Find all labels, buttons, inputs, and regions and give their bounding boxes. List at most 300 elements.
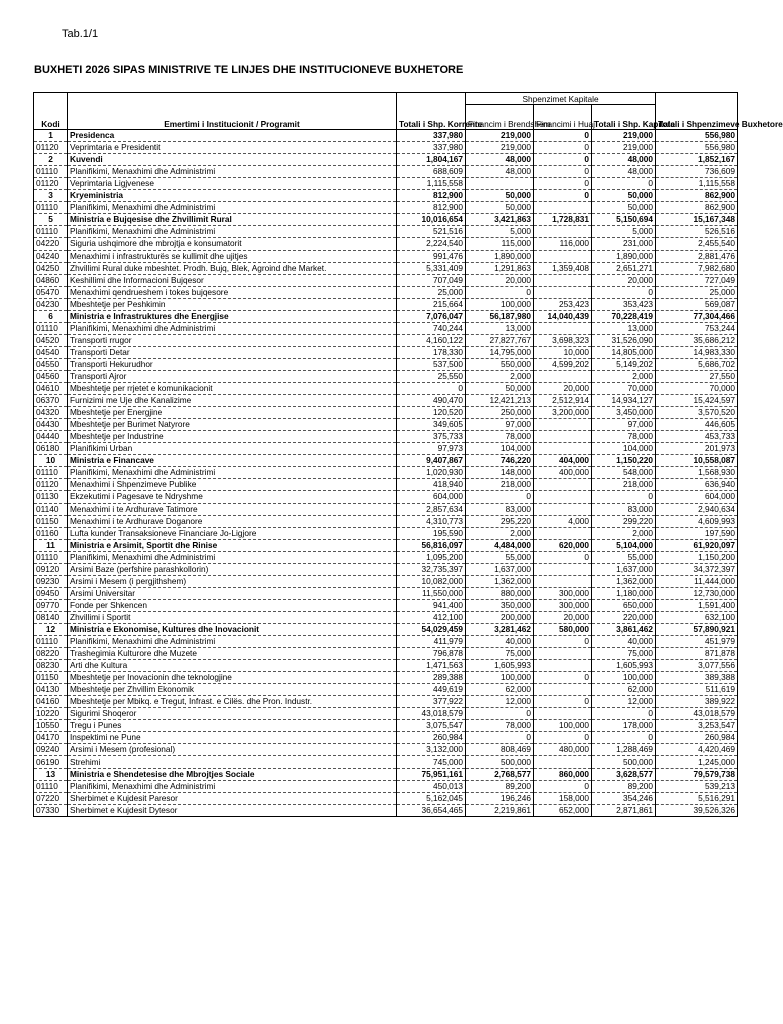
total-cell: 736,609 xyxy=(656,166,738,178)
name-cell: Transporti rrugor xyxy=(68,334,397,346)
brendshem-cell: 0 xyxy=(466,286,534,298)
total-cell: 526,516 xyxy=(656,226,738,238)
institution-row xyxy=(34,310,738,322)
kapitale-cell: 12,000 xyxy=(592,696,656,708)
huaj-cell: 3,200,000 xyxy=(534,407,592,419)
huaj-cell: 400,000 xyxy=(534,467,592,479)
huaj-cell: 1,728,831 xyxy=(534,214,592,226)
kapitale-cell: 40,000 xyxy=(592,636,656,648)
korrente-cell: 337,980 xyxy=(397,130,466,142)
code-cell: 04520 xyxy=(34,334,68,346)
code-cell: 01120 xyxy=(34,178,68,190)
korrente-cell: 490,470 xyxy=(397,395,466,407)
brendshem-cell: 880,000 xyxy=(466,587,534,599)
program-row xyxy=(34,142,738,154)
total-cell: 43,018,579 xyxy=(656,708,738,720)
korrente-cell: 36,654,465 xyxy=(397,804,466,816)
korrente-cell: 745,000 xyxy=(397,756,466,768)
kapitale-cell: 48,000 xyxy=(592,154,656,166)
korrente-cell: 43,018,579 xyxy=(397,708,466,720)
name-cell: Mbeshtetje per Peshkimin xyxy=(68,298,397,310)
program-row xyxy=(34,358,738,370)
brendshem-cell: 0 xyxy=(466,732,534,744)
korrente-cell: 120,520 xyxy=(397,407,466,419)
huaj-cell: 0 xyxy=(534,551,592,563)
total-cell: 11,444,000 xyxy=(656,575,738,587)
table-body xyxy=(34,130,738,817)
column-header-korrente: Totali i Shp. Korrente xyxy=(397,93,466,130)
korrente-cell: 7,076,047 xyxy=(397,310,466,322)
korrente-cell: 450,013 xyxy=(397,780,466,792)
brendshem-cell: 1,890,000 xyxy=(466,250,534,262)
korrente-cell: 32,735,397 xyxy=(397,563,466,575)
kapitale-cell: 1,180,000 xyxy=(592,587,656,599)
huaj-cell: 0 xyxy=(534,672,592,684)
korrente-cell: 10,016,654 xyxy=(397,214,466,226)
brendshem-cell: 1,291,863 xyxy=(466,262,534,274)
brendshem-cell: 97,000 xyxy=(466,419,534,431)
program-row xyxy=(34,202,738,214)
kapitale-cell: 50,000 xyxy=(592,202,656,214)
brendshem-cell: 0 xyxy=(466,491,534,503)
name-cell: Mbeshtetje per Energjine xyxy=(68,407,397,419)
total-cell: 7,982,680 xyxy=(656,262,738,274)
korrente-cell: 521,516 xyxy=(397,226,466,238)
total-cell: 556,980 xyxy=(656,142,738,154)
korrente-cell: 195,590 xyxy=(397,527,466,539)
kapitale-cell: 50,000 xyxy=(592,190,656,202)
korrente-cell: 537,500 xyxy=(397,358,466,370)
kapitale-cell: 1,288,469 xyxy=(592,744,656,756)
brendshem-cell: 104,000 xyxy=(466,443,534,455)
name-cell: Planifikimi, Menaxhimi dhe Administrimi xyxy=(68,636,397,648)
program-row xyxy=(34,467,738,479)
huaj-cell xyxy=(534,286,592,298)
brendshem-cell: 350,000 xyxy=(466,599,534,611)
code-cell: 1 xyxy=(34,130,68,142)
huaj-cell: 20,000 xyxy=(534,383,592,395)
total-cell: 77,304,466 xyxy=(656,310,738,322)
huaj-cell: 0 xyxy=(534,696,592,708)
document-title: BUXHETI 2026 SIPAS MINISTRIVE TE LINJES DHE INSTITUCIONEVE BUXHETORE xyxy=(34,64,464,76)
total-cell: 79,579,738 xyxy=(656,768,738,780)
name-cell: Mbeshtetje per rrjetet e komunikacionit xyxy=(68,383,397,395)
total-cell: 35,686,212 xyxy=(656,334,738,346)
program-row xyxy=(34,503,738,515)
huaj-cell: 100,000 xyxy=(534,720,592,732)
program-row xyxy=(34,286,738,298)
brendshem-cell: 48,000 xyxy=(466,166,534,178)
name-cell: Sherbimet e Kujdesit Dytesor xyxy=(68,804,397,816)
kapitale-cell: 70,228,419 xyxy=(592,310,656,322)
total-cell: 1,568,930 xyxy=(656,467,738,479)
huaj-cell: 0 xyxy=(534,636,592,648)
huaj-cell: 158,000 xyxy=(534,792,592,804)
kapitale-cell: 5,104,000 xyxy=(592,539,656,551)
code-cell: 01110 xyxy=(34,467,68,479)
program-row xyxy=(34,756,738,768)
column-header-brendshem: Financim i Brendshem xyxy=(466,105,534,130)
korrente-cell: 11,550,000 xyxy=(397,587,466,599)
name-cell: Ekzekutimi i Pagesave te Ndryshme xyxy=(68,491,397,503)
program-row xyxy=(34,684,738,696)
brendshem-cell: 550,000 xyxy=(466,358,534,370)
kapitale-cell: 20,000 xyxy=(592,274,656,286)
korrente-cell: 5,162,045 xyxy=(397,792,466,804)
huaj-cell xyxy=(534,479,592,491)
program-row xyxy=(34,334,738,346)
code-cell: 09450 xyxy=(34,587,68,599)
program-row xyxy=(34,346,738,358)
total-cell: 1,852,167 xyxy=(656,154,738,166)
column-header-kapitale: Totali i Shp. Kapitale xyxy=(592,105,656,130)
kapitale-cell: 500,000 xyxy=(592,756,656,768)
kapitale-cell: 89,200 xyxy=(592,780,656,792)
name-cell: Tregu i Punes xyxy=(68,720,397,732)
total-cell: 10,558,087 xyxy=(656,455,738,467)
total-cell: 61,920,097 xyxy=(656,539,738,551)
total-cell: 556,980 xyxy=(656,130,738,142)
code-cell: 01110 xyxy=(34,322,68,334)
page-reference: Tab.1/1 xyxy=(62,28,99,40)
korrente-cell: 1,804,167 xyxy=(397,154,466,166)
korrente-cell: 260,984 xyxy=(397,732,466,744)
code-cell: 04540 xyxy=(34,346,68,358)
code-cell: 10550 xyxy=(34,720,68,732)
name-cell: Arsimi Baze (perfshire parashkollorin) xyxy=(68,563,397,575)
huaj-cell xyxy=(534,527,592,539)
huaj-cell: 4,599,202 xyxy=(534,358,592,370)
total-cell: 34,372,397 xyxy=(656,563,738,575)
program-row xyxy=(34,792,738,804)
name-cell: Furnizimi me Uje dhe Kanalizime xyxy=(68,395,397,407)
institution-row xyxy=(34,455,738,467)
huaj-cell: 300,000 xyxy=(534,599,592,611)
code-cell: 09120 xyxy=(34,563,68,575)
program-row xyxy=(34,732,738,744)
name-cell: Ministria e Bujqesise dhe Zhvillimit Rural xyxy=(68,214,397,226)
brendshem-cell: 12,421,213 xyxy=(466,395,534,407)
korrente-cell: 215,664 xyxy=(397,298,466,310)
code-cell: 01110 xyxy=(34,636,68,648)
huaj-cell xyxy=(534,202,592,214)
huaj-cell xyxy=(534,443,592,455)
code-cell: 2 xyxy=(34,154,68,166)
code-cell: 01120 xyxy=(34,142,68,154)
code-cell: 5 xyxy=(34,214,68,226)
huaj-cell: 0 xyxy=(534,154,592,166)
brendshem-cell: 295,220 xyxy=(466,515,534,527)
total-cell: 1,150,200 xyxy=(656,551,738,563)
kapitale-cell: 97,000 xyxy=(592,419,656,431)
name-cell: Zhvillimi i Sportit xyxy=(68,611,397,623)
column-header-huaj: Financimi i Huaj xyxy=(534,105,592,130)
korrente-cell: 56,816,097 xyxy=(397,539,466,551)
code-cell: 07220 xyxy=(34,792,68,804)
brendshem-cell: 218,000 xyxy=(466,479,534,491)
name-cell: Mbeshtetje per Zhvillim Ekonomik xyxy=(68,684,397,696)
code-cell: 12 xyxy=(34,623,68,635)
name-cell: Kuvendi xyxy=(68,154,397,166)
huaj-cell: 0 xyxy=(534,130,592,142)
code-cell: 07330 xyxy=(34,804,68,816)
brendshem-cell: 808,469 xyxy=(466,744,534,756)
name-cell: Presidenca xyxy=(68,130,397,142)
brendshem-cell: 56,187,980 xyxy=(466,310,534,322)
total-cell: 389,388 xyxy=(656,672,738,684)
brendshem-cell: 219,000 xyxy=(466,142,534,154)
program-row xyxy=(34,250,738,262)
kapitale-cell: 0 xyxy=(592,286,656,298)
kapitale-cell: 231,000 xyxy=(592,238,656,250)
institution-row xyxy=(34,190,738,202)
name-cell: Transporti Ajror xyxy=(68,370,397,382)
huaj-cell xyxy=(534,756,592,768)
huaj-cell: 1,359,408 xyxy=(534,262,592,274)
code-cell: 09770 xyxy=(34,599,68,611)
program-row xyxy=(34,696,738,708)
name-cell: Planifikimi, Menaxhimi dhe Administrimi xyxy=(68,166,397,178)
brendshem-cell: 0 xyxy=(466,708,534,720)
total-cell: 862,900 xyxy=(656,202,738,214)
total-cell: 197,590 xyxy=(656,527,738,539)
program-row xyxy=(34,744,738,756)
brendshem-cell: 3,421,863 xyxy=(466,214,534,226)
name-cell: Menaxhimi i infrastrukturës se kullimit dhe ujitjes xyxy=(68,250,397,262)
kapitale-cell: 31,526,090 xyxy=(592,334,656,346)
total-cell: 14,983,330 xyxy=(656,346,738,358)
code-cell: 11 xyxy=(34,539,68,551)
name-cell: Planifikimi, Menaxhimi dhe Administrimi xyxy=(68,780,397,792)
huaj-cell xyxy=(534,491,592,503)
program-row xyxy=(34,491,738,503)
program-row xyxy=(34,431,738,443)
korrente-cell: 54,029,459 xyxy=(397,623,466,635)
brendshem-cell: 200,000 xyxy=(466,611,534,623)
program-row xyxy=(34,479,738,491)
table-header xyxy=(34,93,783,130)
korrente-cell: 411,979 xyxy=(397,636,466,648)
korrente-cell: 740,244 xyxy=(397,322,466,334)
huaj-cell xyxy=(534,563,592,575)
kapitale-cell: 354,246 xyxy=(592,792,656,804)
korrente-cell: 349,605 xyxy=(397,419,466,431)
korrente-cell: 25,000 xyxy=(397,286,466,298)
korrente-cell: 604,000 xyxy=(397,491,466,503)
program-row xyxy=(34,178,738,190)
code-cell: 04560 xyxy=(34,370,68,382)
kapitale-cell: 70,000 xyxy=(592,383,656,395)
kapitale-cell: 0 xyxy=(592,491,656,503)
program-row xyxy=(34,575,738,587)
kapitale-cell: 1,150,220 xyxy=(592,455,656,467)
brendshem-cell: 78,000 xyxy=(466,720,534,732)
brendshem-cell: 62,000 xyxy=(466,684,534,696)
korrente-cell: 5,331,409 xyxy=(397,262,466,274)
korrente-cell: 412,100 xyxy=(397,611,466,623)
total-cell: 1,591,400 xyxy=(656,599,738,611)
institution-row xyxy=(34,623,738,635)
korrente-cell: 377,922 xyxy=(397,696,466,708)
korrente-cell: 941,400 xyxy=(397,599,466,611)
name-cell: Planifikimi, Menaxhimi dhe Administrimi xyxy=(68,551,397,563)
total-cell: 5,686,702 xyxy=(656,358,738,370)
code-cell: 01150 xyxy=(34,672,68,684)
total-cell: 5,516,291 xyxy=(656,792,738,804)
name-cell: Menaxhimi i te Ardhurave Tatimore xyxy=(68,503,397,515)
total-cell: 539,213 xyxy=(656,780,738,792)
total-cell: 753,244 xyxy=(656,322,738,334)
total-cell: 636,940 xyxy=(656,479,738,491)
brendshem-cell: 50,000 xyxy=(466,202,534,214)
program-row xyxy=(34,551,738,563)
name-cell: Ministria e Financave xyxy=(68,455,397,467)
code-cell: 01110 xyxy=(34,780,68,792)
huaj-cell xyxy=(534,648,592,660)
institution-row xyxy=(34,768,738,780)
name-cell: Veprimtaria Ligjvenese xyxy=(68,178,397,190)
huaj-cell: 404,000 xyxy=(534,455,592,467)
kapitale-cell: 0 xyxy=(592,178,656,190)
name-cell: Siguria ushqimore dhe mbrojtja e konsumatorit xyxy=(68,238,397,250)
kapitale-cell: 3,861,462 xyxy=(592,623,656,635)
huaj-cell: 0 xyxy=(534,732,592,744)
total-cell: 4,420,469 xyxy=(656,744,738,756)
huaj-cell xyxy=(534,503,592,515)
name-cell: Planifikimi, Menaxhimi dhe Administrimi xyxy=(68,202,397,214)
korrente-cell: 2,857,634 xyxy=(397,503,466,515)
total-cell: 446,605 xyxy=(656,419,738,431)
name-cell: Arsimi i Mesem (i pergjithshem) xyxy=(68,575,397,587)
column-header-kodi: Kodi xyxy=(34,93,68,130)
name-cell: Ministria e Shendetesise dhe Mbrojtjes Sociale xyxy=(68,768,397,780)
korrente-cell: 418,940 xyxy=(397,479,466,491)
name-cell: Ministria e Ekonomise, Kultures dhe Inovacionit xyxy=(68,623,397,635)
total-cell: 39,526,326 xyxy=(656,804,738,816)
code-cell: 04860 xyxy=(34,274,68,286)
name-cell: Transporti Detar xyxy=(68,346,397,358)
code-cell: 01140 xyxy=(34,503,68,515)
program-row xyxy=(34,708,738,720)
brendshem-cell: 2,219,861 xyxy=(466,804,534,816)
name-cell: Veprimtaria e Presidentit xyxy=(68,142,397,154)
program-row xyxy=(34,395,738,407)
kapitale-cell: 3,450,000 xyxy=(592,407,656,419)
program-row xyxy=(34,515,738,527)
korrente-cell: 3,132,000 xyxy=(397,744,466,756)
kapitale-cell: 75,000 xyxy=(592,648,656,660)
brendshem-cell: 219,000 xyxy=(466,130,534,142)
total-cell: 727,049 xyxy=(656,274,738,286)
total-cell: 389,922 xyxy=(656,696,738,708)
brendshem-cell: 48,000 xyxy=(466,154,534,166)
total-cell: 2,881,476 xyxy=(656,250,738,262)
code-cell: 3 xyxy=(34,190,68,202)
code-cell: 04250 xyxy=(34,262,68,274)
brendshem-cell: 1,637,000 xyxy=(466,563,534,575)
brendshem-cell: 75,000 xyxy=(466,648,534,660)
program-row xyxy=(34,563,738,575)
program-row xyxy=(34,226,738,238)
code-cell: 01150 xyxy=(34,515,68,527)
name-cell: Ministria e Arsimit, Sportit dhe Rinise xyxy=(68,539,397,551)
huaj-cell xyxy=(534,575,592,587)
total-cell: 201,973 xyxy=(656,443,738,455)
brendshem-cell: 148,000 xyxy=(466,467,534,479)
korrente-cell: 25,550 xyxy=(397,370,466,382)
brendshem-cell: 100,000 xyxy=(466,672,534,684)
column-header-total: Totali i Shpenzimeve Buxhetore xyxy=(656,93,738,130)
kapitale-cell: 220,000 xyxy=(592,611,656,623)
korrente-cell: 991,476 xyxy=(397,250,466,262)
huaj-cell: 480,000 xyxy=(534,744,592,756)
huaj-cell xyxy=(534,250,592,262)
korrente-cell: 1,095,200 xyxy=(397,551,466,563)
total-cell: 1,245,000 xyxy=(656,756,738,768)
kapitale-cell: 13,000 xyxy=(592,322,656,334)
huaj-cell: 2,512,914 xyxy=(534,395,592,407)
korrente-cell: 289,388 xyxy=(397,672,466,684)
huaj-cell: 3,698,323 xyxy=(534,334,592,346)
kapitale-cell: 0 xyxy=(592,732,656,744)
program-row xyxy=(34,804,738,816)
program-row xyxy=(34,262,738,274)
kapitale-cell: 48,000 xyxy=(592,166,656,178)
huaj-cell: 116,000 xyxy=(534,238,592,250)
name-cell: Keshillimi dhe Informacioni Bujqesor xyxy=(68,274,397,286)
total-cell: 260,984 xyxy=(656,732,738,744)
kapitale-cell: 1,890,000 xyxy=(592,250,656,262)
kapitale-cell: 650,000 xyxy=(592,599,656,611)
name-cell: Arsimi Universitar xyxy=(68,587,397,599)
name-cell: Strehimi xyxy=(68,756,397,768)
kapitale-cell: 548,000 xyxy=(592,467,656,479)
brendshem-cell: 2,000 xyxy=(466,370,534,382)
code-cell: 06180 xyxy=(34,443,68,455)
brendshem-cell: 1,605,993 xyxy=(466,660,534,672)
huaj-cell xyxy=(534,274,592,286)
korrente-cell: 4,310,773 xyxy=(397,515,466,527)
institution-row xyxy=(34,154,738,166)
program-row xyxy=(34,370,738,382)
code-cell: 08230 xyxy=(34,660,68,672)
brendshem-cell: 250,000 xyxy=(466,407,534,419)
huaj-cell: 0 xyxy=(534,190,592,202)
huaj-cell: 4,000 xyxy=(534,515,592,527)
code-cell: 09230 xyxy=(34,575,68,587)
code-cell: 04170 xyxy=(34,732,68,744)
total-cell: 2,940,634 xyxy=(656,503,738,515)
name-cell: Lufta kunder Transaksioneve Financiare Jo-Ligjore xyxy=(68,527,397,539)
program-row xyxy=(34,648,738,660)
korrente-cell: 9,407,867 xyxy=(397,455,466,467)
brendshem-cell: 83,000 xyxy=(466,503,534,515)
korrente-cell: 3,075,547 xyxy=(397,720,466,732)
kapitale-cell: 219,000 xyxy=(592,130,656,142)
kapitale-cell: 55,000 xyxy=(592,551,656,563)
program-row xyxy=(34,636,738,648)
code-cell: 08140 xyxy=(34,611,68,623)
name-cell: Arsimi i Mesem (profesional) xyxy=(68,744,397,756)
korrente-cell: 449,619 xyxy=(397,684,466,696)
huaj-cell xyxy=(534,370,592,382)
code-cell: 09240 xyxy=(34,744,68,756)
code-cell: 05470 xyxy=(34,286,68,298)
program-row xyxy=(34,419,738,431)
korrente-cell: 0 xyxy=(397,383,466,395)
name-cell: Planifikimi Urban xyxy=(68,443,397,455)
huaj-cell xyxy=(534,226,592,238)
